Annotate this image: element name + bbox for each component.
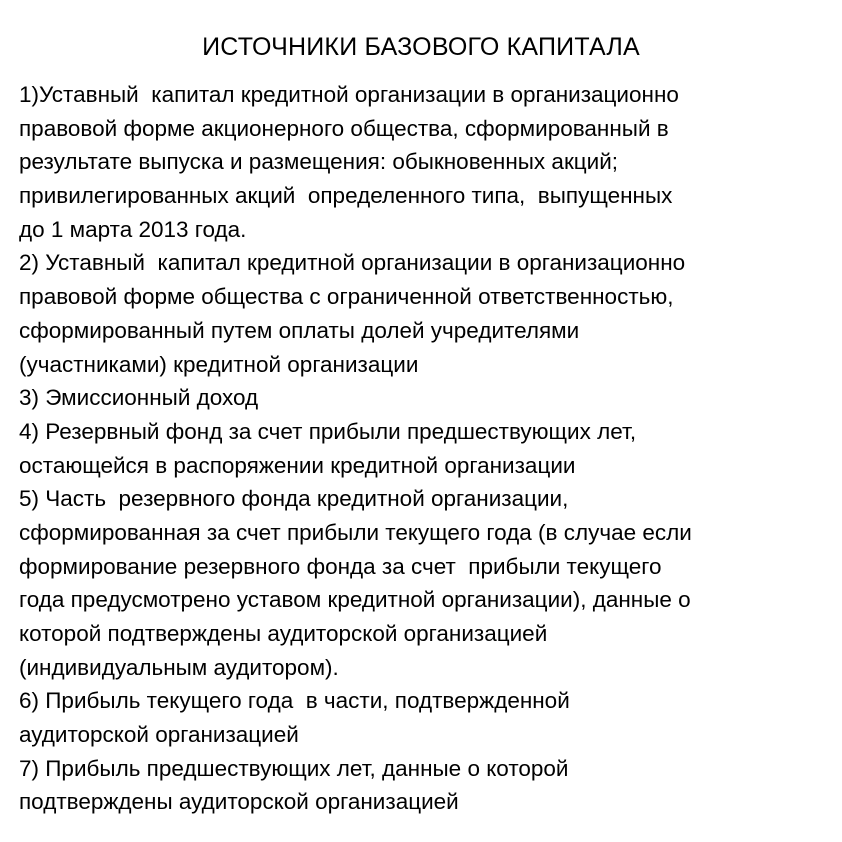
text-line: которой подтверждены аудиторской организацией [19, 621, 548, 646]
text-line: правовой форме общества с ограниченной ответственностью, [19, 284, 674, 310]
text-line: сформированная за счет прибыли текущего года (в случае если [19, 519, 692, 545]
text-line: 1)Уставный капитал кредитной организации в организационно [19, 82, 679, 107]
text-line: 7) Прибыль предшествующих лет, данные о которой [19, 755, 569, 781]
text-line: аудиторской организацией [19, 722, 299, 748]
text-line: до 1 марта 2013 года. [19, 216, 247, 242]
slide-body [19, 78, 829, 819]
text-line: формирование резервного фонда за счет прибыли текущего [19, 553, 662, 579]
text-line: (участниками) кредитной организации [19, 351, 419, 377]
text-line: (индивидуальным аудитором). [19, 654, 339, 680]
text-line: сформированный путем оплаты долей учредителями [19, 317, 580, 343]
text-line: 5) Часть резервного фонда кредитной организации, [19, 486, 569, 512]
text-line: подтверждены аудиторской организацией [19, 789, 459, 815]
slide-title: ИСТОЧНИКИ БАЗОВОГО КАПИТАЛА [202, 33, 640, 61]
text-line: результате выпуска и размещения: обыкновенных акций; [19, 149, 619, 175]
text-line: 4) Резервный фонд за счет прибыли предшествующих лет, [19, 418, 637, 444]
text-line: 2) Уставный капитал кредитной организации в организационно [19, 250, 686, 276]
text-line: 6) Прибыль текущего года в части, подтвержденной [19, 688, 570, 714]
text-line: года предусмотрено уставом кредитной организации), данные о [19, 587, 691, 613]
text-line: привилегированных акций определенного типа, выпущенных [19, 183, 673, 209]
text-line: остающейся в распоряжении кредитной организации [19, 452, 576, 478]
text-line: 3) Эмиссионный доход [19, 385, 259, 411]
text-line: правовой форме акционерного общества, сформированный в [19, 115, 669, 141]
